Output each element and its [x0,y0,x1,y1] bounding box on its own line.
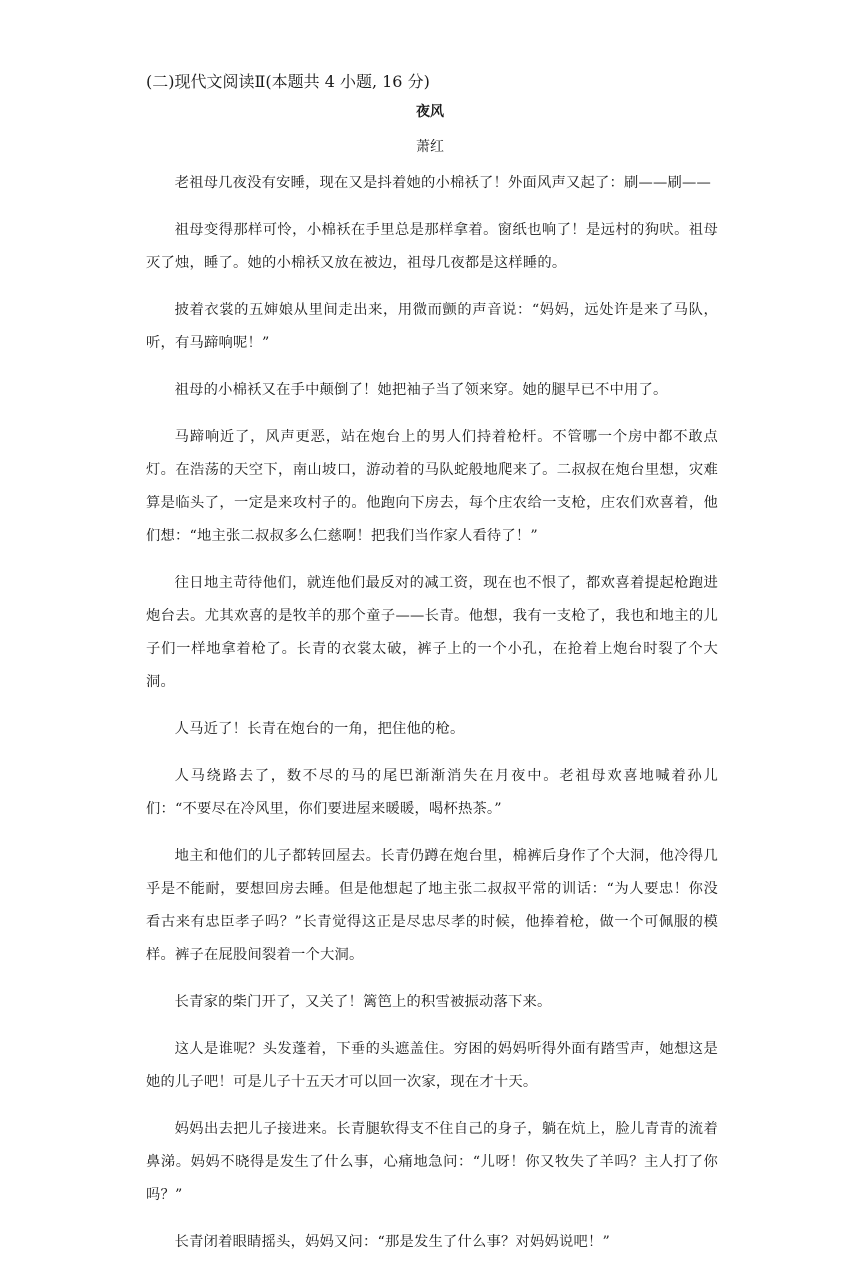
paragraph: 披着衣裳的五婶娘从里间走出来，用微而颤的声音说：“妈妈，远处许是来了马队，听，有马蹄响呢！” [146,302,718,351]
article-body [146,167,718,1273]
paragraph: 祖母的小棉袄又在手中颠倒了！她把袖子当了领来穿。她的腿早已不中用了。 [174,382,668,398]
paragraph: 往日地主苛待他们，就连他们最反对的减工资，现在也不恨了，都欢喜着提起枪跑进炮台去。尤其欢喜的是牧羊的那个童子——长青。他想，我有一支枪了，我也和地主的儿子们一样地拿着枪了。长青的衣裳太破，裤子上的一个小孔，在抢着上炮台时裂了个大洞。 [146,575,718,690]
paragraph: 老祖母几夜没有安睡，现在又是抖着她的小棉袄了！外面风声又起了：刷——刷—— [174,175,711,191]
paragraph: 祖母变得那样可怜，小棉袄在手里总是那样拿着。窗纸也响了！是远村的狗吠。祖母灭了烛，睡了。她的小棉袄又放在被边，祖母几夜都是这样睡的。 [146,222,718,271]
paragraph: 妈妈出去把儿子接进来。长青腿软得支不住自己的身子，躺在炕上，脸儿青青的流着鼻涕。妈妈不晓得是发生了什么事，心痛地急问：“儿呀！你又牧失了羊吗？主人打了你吗？” [146,1121,718,1203]
paragraph: 马蹄响近了，风声更恶，站在炮台上的男人们持着枪杆。不管哪一个房中都不敢点灯。在浩荡的天空下，南山坡口，游动着的马队蛇般地爬来了。二叔叔在炮台里想，灾难算是临头了，一定是来攻村子的。他跑向下房去，每个庄农给一支枪，庄农们欢喜着，他们想：“地主张二叔叔多么仁慈啊！把我们当作家人看待了！” [146,429,718,544]
paragraph: 长青家的柴门开了，又关了！篱笆上的积雪被振动落下来。 [174,994,552,1010]
article-author: 萧红 [416,139,444,155]
paragraph: 地主和他们的儿子都转回屋去。长青仍蹲在炮台里，棉裤后身作了个大洞，他冷得几乎是不能耐，要想回房去睡。但是他想起了地主张二叔叔平常的训话：“为人要忠！你没看古来有忠臣孝子吗？”长青觉得这正是尽忠尽孝的时候，他捧着枪，做一个可佩服的模样。裤子在屁股间裂着一个大洞。 [146,848,718,963]
paragraph: 长青闭着眼睛摇头，妈妈又问：“那是发生了什么事？对妈妈说吧！” [174,1234,611,1250]
paragraph: 这人是谁呢？头发蓬着，下垂的头遮盖住。穷困的妈妈听得外面有踏雪声，她想这是她的儿子吧！可是儿子十五天才可以回一次家，现在才十天。 [146,1041,718,1090]
section-header: (二)现代文阅读Ⅱ(本题共 4 小题, 16 分) [146,72,430,91]
article-title: 夜风 [416,104,444,120]
paragraph: 人马绕路去了，数不尽的马的尾巴渐渐消失在月夜中。老祖母欢喜地喊着孙儿们：“不要尽在冷风里，你们要进屋来暖暖，喝杯热茶。” [146,768,718,817]
paragraph: 人马近了！长青在炮台的一角，把住他的枪。 [174,721,465,737]
